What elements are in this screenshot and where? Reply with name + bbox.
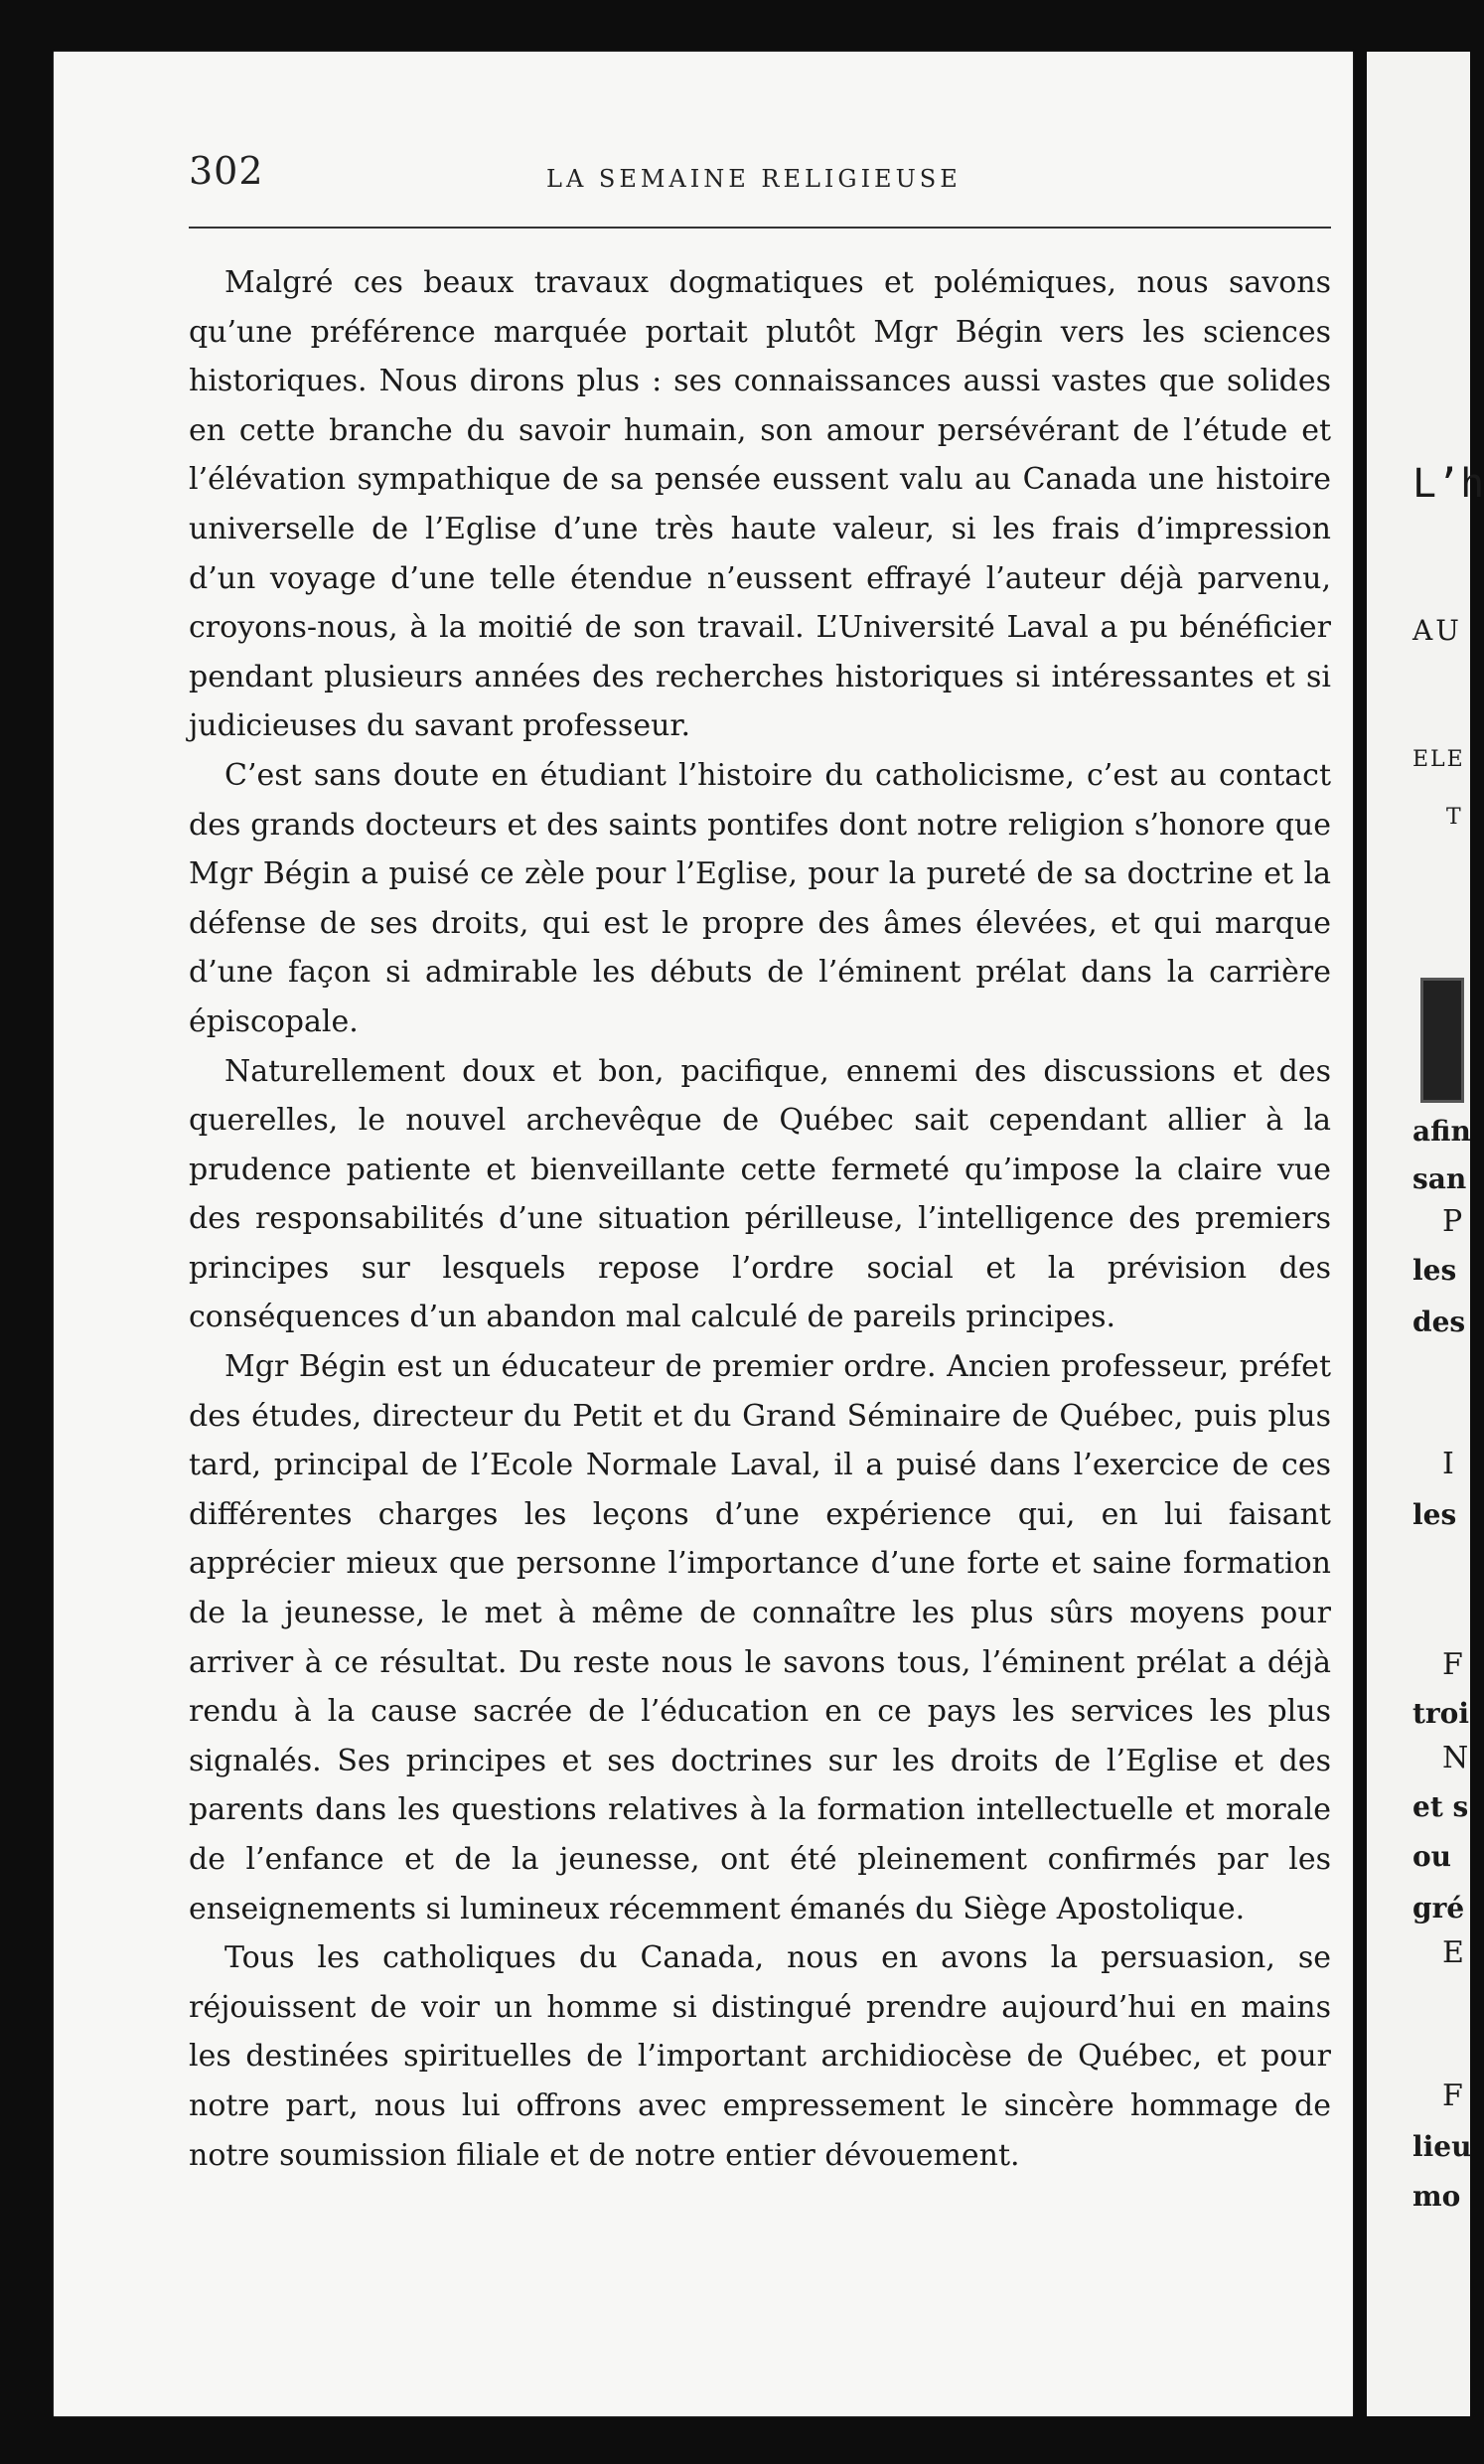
adjacent-page-fragment: les [1412,1254,1457,1287]
adjacent-page-fragment: E [1442,1935,1464,1970]
adjacent-page-fragment: ou [1412,1840,1452,1873]
paragraph: Naturellement doux et bon, pacifique, ennemi des discussions et des querelles, le nouvel archevêque de Québec sait cependant allier à la prudence patiente et bienveillante cette fermeté qu’impose la claire vue des responsabilités d’une situation périlleuse, l’intelligence des premiers principes sur lesquels repose l’ordre social et la prévision des conséquences d’un abandon mal calculé de pareils principes. [189,1053,1331,1335]
adjacent-page-fragment: AU [1412,614,1462,647]
adjacent-page-fragment: troi [1412,1697,1469,1730]
paragraph: Malgré ces beaux travaux dogmatiques et polémiques, nous savons qu’une préférence marquée portait plutôt Mgr Bégin vers les sciences historiques. Nous dirons plus : ses connaissances aussi vastes que solides en cette branche du savoir humain, son amour persévérant de l’étude et l’élévation sympathique de sa pensée eussent valu au Canada une histoire universelle de l’Eglise d’une très haute valeur, si les frais d’impression d’un voyage d’une telle étendue n’eussent effrayé l’auteur déjà parvenu, croyons-nous, à la moitié de son travail. L’Université Laval a pu bénéficier pendant plusieurs années des recherches historiques si intéressantes et si judicieuses du savant professeur. [189,265,1331,744]
adjacent-page-fragment: les [1412,1498,1457,1531]
page-number: 302 [189,149,264,193]
adjacent-page-fragment: P [1442,1204,1463,1239]
article-body [189,258,1331,2180]
adjacent-page-fragment: afin [1412,1115,1471,1148]
adjacent-page-fragment: ELE [1412,747,1465,772]
adjacent-page-fragment: F [1442,1647,1463,1682]
adjacent-page-fragment: L’h [1412,461,1484,507]
paragraph: C’est sans doute en étudiant l’histoire du catholicisme, c’est au contact des grands docteurs et des saints pontifes dont notre religion s’honore que Mgr Bégin a puisé ce zèle pour l’Eglise, pour la pureté de sa doctrine et la défense de ses droits, qui est le propre des âmes élevées, et qui marque d’une façon si admirable les débuts de l’éminent prélat dans la carrière épiscopale. [189,757,1331,1039]
paragraph: Mgr Bégin est un éducateur de premier ordre. Ancien professeur, préfet des études, directeur du Petit et du Grand Séminaire de Québec, puis plus tard, principal de l’Ecole Normale Laval, il a puisé dans l’exercice de ces différentes charges les leçons d’une expérience qui, en lui faisant apprécier mieux que personne l’importance d’une forte et saine formation de la jeunesse, le met à même de connaître les plus sûrs moyens pour arriver à ce résultat. Du reste nous le savons tous, l’éminent prélat a déjà rendu à la cause sacrée de l’éducation en ce pays les services les plus signalés. Ses principes et ses doctrines sur les droits de l’Eglise et des parents dans les questions relatives à la formation intellectuelle et morale de l’enfance et de la jeunesse, ont été pleinement confirmés par les enseignements si lumineux récemment émanés du Siège Apostolique. [189,1349,1331,1926]
page-header [189,149,1331,209]
adjacent-page-fragment: et s [1412,1790,1469,1823]
adjacent-page-fragment: des [1412,1306,1466,1338]
adjacent-page-fragment: F [1442,2079,1463,2113]
adjacent-page-fragment: lieu [1412,2130,1472,2163]
adjacent-page-fragment: san [1412,1162,1467,1195]
ornamental-initial [1420,978,1464,1103]
header-rule [189,227,1331,229]
adjacent-page-fragment: T [1446,805,1461,830]
adjacent-page-fragment: N [1442,1741,1469,1775]
adjacent-page-fragment: I [1442,1447,1454,1481]
adjacent-page-fragment: mo [1412,2180,1461,2213]
paragraph: Tous les catholiques du Canada, nous en avons la persuasion, se réjouissent de voir un homme si distingué prendre aujourd’hui en mains les destinées spirituelles de l’important archidiocèse de Québec, et pour notre part, nous lui offrons avec empressement le sincère hommage de notre soumission filiale et de notre entier dévouement. [189,1940,1331,2173]
adjacent-page-fragment: gré [1412,1892,1465,1925]
running-title: LA SEMAINE RELIGIEUSE [546,165,962,193]
adjacent-page-edge [1367,52,1484,2416]
